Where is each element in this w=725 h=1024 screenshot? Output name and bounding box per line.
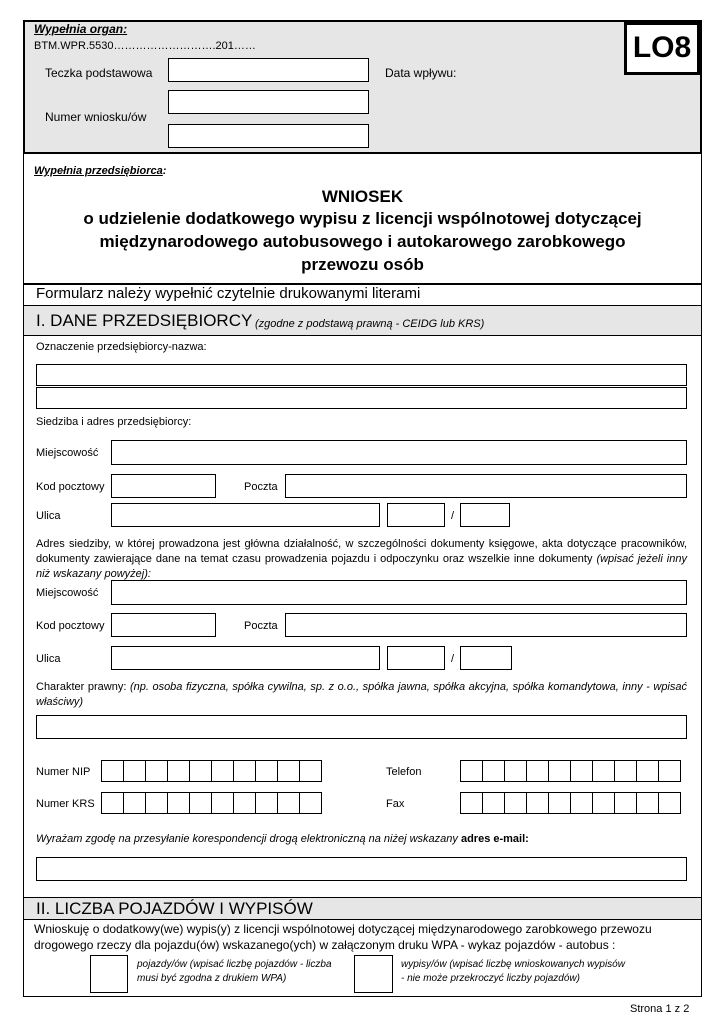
poczta-label-1: Poczta bbox=[244, 481, 278, 493]
numer-wniosku-label: Numer wniosku/ów bbox=[45, 110, 147, 124]
miejscowosc-field-2[interactable] bbox=[111, 580, 687, 605]
teczka-label: Teczka podstawowa bbox=[45, 66, 153, 80]
section2-title: II. LICZBA POJAZDÓW I WYPISÓW bbox=[36, 899, 313, 918]
slash-2: / bbox=[451, 653, 455, 665]
poczta-field-2[interactable] bbox=[285, 613, 687, 637]
wypisy-hint: wypisy/ów (wpisać liczbę wnioskowanych wypisów - nie może przekroczyć liczby pojazdów) bbox=[401, 959, 625, 984]
data-wplywu-label: Data wpływu: bbox=[385, 66, 457, 80]
charakter-prawny-field[interactable] bbox=[36, 715, 687, 739]
instruction-text: Formularz należy wypełnić czytelnie drukowanymi literami bbox=[36, 285, 421, 302]
form-code: LO8 bbox=[624, 22, 700, 75]
apartment-number-field-1[interactable] bbox=[460, 503, 510, 527]
nip-field[interactable] bbox=[101, 760, 321, 782]
kod-pocztowy-field-2[interactable] bbox=[111, 613, 216, 637]
numer-wniosku-field-2[interactable] bbox=[168, 124, 369, 148]
company-name-label: Oznaczenie przedsiębiorcy-nazwa: bbox=[36, 341, 207, 353]
ulica-label-1: Ulica bbox=[36, 510, 61, 522]
poczta-field-1[interactable] bbox=[285, 474, 687, 498]
ulica-field-1[interactable] bbox=[111, 503, 380, 527]
miejscowosc-field-1[interactable] bbox=[111, 440, 687, 465]
adres2-description: Adres siedziby, w której prowadzona jest główna działalność, w szczególności dokumenty księgowe, akta dotyczące pracowników, dokumenty zawierające dane na temat czasu prowadzenia pojazdu i odpoczynku oraz wszelkie inne dokumenty (wpisać jeżeli inny niż wskazany powyżej): bbox=[36, 538, 687, 580]
miejscowosc-label-1: Miejscowość bbox=[36, 447, 99, 459]
telefon-field[interactable] bbox=[460, 760, 680, 782]
company-name-field-1[interactable] bbox=[36, 364, 687, 386]
pojazdy-hint: pojazdy/ów (wpisać liczbę pojazdów - liczba musi być zgodna z drukiem WPA) bbox=[137, 959, 332, 984]
company-name-field-2[interactable] bbox=[36, 387, 687, 409]
apartment-number-field-2[interactable] bbox=[460, 646, 512, 670]
form-title-line3: międzynarodowego autobusowego i autokarowego zarobkowego bbox=[99, 232, 626, 251]
charakter-prawny-description: Charakter prawny: (np. osoba fizyczna, spółka cywilna, sp. z o.o., spółka jawna, spółka akcyjna, spółka komandytowa, inny - wpisać właściwy) bbox=[36, 681, 687, 708]
numer-wniosku-field-1[interactable] bbox=[168, 90, 369, 114]
section2-text: Wnioskuję o dodatkowy(we) wypis(y) z licencji wspólnotowej dotyczącej międzynarodowego zarobkowego przewozu drogowego rzeczy dla pojazdu(ów) wskazanego(ych) w załączonym druku WPA - wykaz pojazdów - autobus : bbox=[34, 922, 652, 952]
krs-field[interactable] bbox=[101, 792, 321, 814]
organ-heading: Wypełnia organ: bbox=[34, 22, 128, 36]
wypisy-count-field[interactable] bbox=[354, 955, 393, 993]
fax-label: Fax bbox=[386, 798, 405, 810]
email-field[interactable] bbox=[36, 857, 687, 881]
teczka-field[interactable] bbox=[168, 58, 369, 82]
nip-label: Numer NIP bbox=[36, 766, 91, 778]
email-consent-text: Wyrażam zgodę na przesyłanie korespondencji drogą elektroniczną na niżej wskazany adres e-mail: bbox=[36, 833, 529, 845]
house-number-field-1[interactable] bbox=[387, 503, 445, 527]
telefon-label: Telefon bbox=[386, 766, 422, 778]
krs-label: Numer KRS bbox=[36, 798, 95, 810]
form-title-line1: WNIOSEK bbox=[321, 187, 404, 206]
section1-title: I. DANE PRZEDSIĘBIORCY bbox=[36, 311, 253, 330]
applicant-heading: Wypełnia przedsiębiorca: bbox=[34, 165, 167, 177]
form-title-line2: o udzielenie dodatkowego wypisu z licencji wspólnotowej dotyczącej bbox=[83, 209, 642, 228]
kod-pocztowy-label-2: Kod pocztowy bbox=[36, 620, 105, 632]
ulica-field-2[interactable] bbox=[111, 646, 380, 670]
ulica-label-2: Ulica bbox=[36, 653, 61, 665]
section1-subtitle: (zgodne z podstawą prawną - CEIDG lub KRS) bbox=[255, 318, 485, 330]
kod-pocztowy-field-1[interactable] bbox=[111, 474, 216, 498]
form-title-line4: przewozu osób bbox=[301, 255, 424, 274]
pojazdy-count-field[interactable] bbox=[90, 955, 128, 993]
poczta-label-2: Poczta bbox=[244, 620, 278, 632]
kod-pocztowy-label-1: Kod pocztowy bbox=[36, 481, 105, 493]
organ-reference: BTM.WPR.5530……………………….201…… bbox=[34, 40, 256, 52]
fax-field[interactable] bbox=[460, 792, 680, 814]
page-number: Strona 1 z 2 bbox=[630, 1003, 690, 1015]
slash-1: / bbox=[451, 510, 455, 522]
address-label: Siedziba i adres przedsiębiorcy: bbox=[36, 416, 192, 428]
house-number-field-2[interactable] bbox=[387, 646, 445, 670]
miejscowosc-label-2: Miejscowość bbox=[36, 587, 99, 599]
